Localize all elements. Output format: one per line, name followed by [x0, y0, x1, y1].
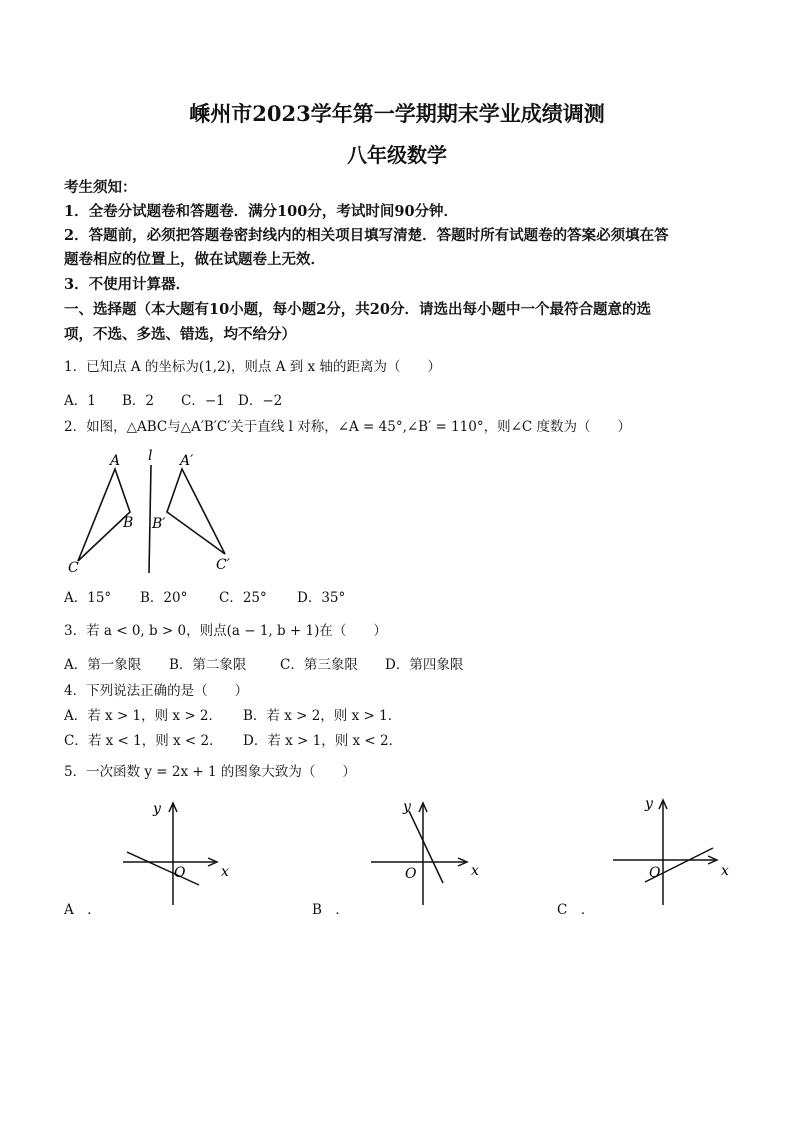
axis-y-label: y — [403, 799, 411, 815]
q3-option-b: B．第二象限 — [169, 657, 247, 673]
q4-stem: 4．下列说法正确的是（ ） — [64, 683, 249, 699]
origin-label: O — [649, 865, 661, 881]
q5-option-b: B ． — [312, 902, 349, 918]
q1-option-b: B．2 — [122, 393, 155, 409]
q4-option-a: A．若 x > 1，则 x > 2． — [64, 708, 223, 724]
q2-symmetry-figure — [60, 445, 250, 580]
q3-option-d: D．第四象限 — [385, 657, 464, 673]
axis-x-label: x — [721, 863, 729, 879]
q5-graph-a — [115, 795, 245, 915]
label-c: C — [68, 560, 79, 576]
section-heading-cont: 项，不选、多选、错选，均不给分） — [64, 326, 296, 343]
q2-stem: 2．如图，△ABC与△A′B′C′关于直线 l 对称，∠A = 45°,∠B′ = 110°，则∠C 度数为（ ） — [64, 419, 632, 435]
label-a-prime: A′ — [180, 453, 194, 469]
q3-option-a: A．第一象限 — [64, 657, 142, 673]
notice-item-2: 2．答题前，必须把答题卷密封线内的相关项目填写清楚．答题时所有试题卷的答案必须填在答 — [64, 227, 669, 244]
q4-option-d: D．若 x > 1，则 x < 2． — [243, 733, 403, 749]
origin-label: O — [174, 865, 186, 881]
axis-y-label: y — [153, 801, 161, 817]
page-subtitle: 八年级数学 — [347, 143, 447, 167]
notice-item-2-cont: 题卷相应的位置上，做在试题卷上无效． — [64, 251, 325, 268]
q1-option-c: C．−1 — [181, 393, 225, 409]
q2-option-c: C．25° — [219, 590, 267, 606]
notice-item-1: 1．全卷分试题卷和答题卷．满分100分，考试时间90分钟． — [64, 203, 459, 220]
origin-label: O — [405, 866, 417, 882]
q2-option-b: B．20° — [140, 590, 188, 606]
notice-item-3: 3．不使用计算器． — [64, 276, 191, 293]
q1-option-d: D．−2 — [238, 393, 283, 409]
q2-option-d: D．35° — [297, 590, 346, 606]
q5-graph-c — [605, 790, 745, 915]
label-c-prime: C′ — [216, 557, 230, 573]
label-l: l — [148, 448, 153, 464]
notice-heading: 考生须知： — [64, 179, 137, 196]
q3-stem: 3．若 a < 0, b > 0，则点(a − 1, b + 1)在（ ） — [64, 623, 387, 639]
axis-y-label: y — [645, 796, 653, 812]
q3-option-c: C．第三象限 — [280, 657, 358, 673]
page-title: 嵊州市2023学年第一学期期末学业成绩调测 — [189, 101, 605, 126]
q2-option-a: A．15° — [64, 590, 112, 606]
q1-option-a: A．1 — [64, 393, 96, 409]
q1-stem: 1．已知点 A 的坐标为(1,2)，则点 A 到 x 轴的距离为（ ） — [64, 359, 441, 375]
q5-option-a: A ． — [64, 902, 101, 918]
q5-graph-b — [365, 795, 495, 915]
line-a — [127, 852, 199, 885]
q5-stem: 5．一次函数 y = 2x + 1 的图象大致为（ ） — [64, 764, 356, 780]
q4-option-b: B．若 x > 2，则 x > 1． — [243, 708, 402, 724]
symmetry-line-l — [149, 465, 151, 573]
axis-x-label: x — [221, 864, 229, 880]
q4-option-c: C．若 x < 1，则 x < 2． — [64, 733, 223, 749]
section-heading: 一、选择题（本大题有10小题，每小题2分，共20分．请选出每小题中一个最符合题意的选 — [64, 301, 651, 318]
triangle-abc-prime — [167, 469, 225, 554]
label-b-prime: B′ — [152, 516, 166, 532]
axis-x-label: x — [471, 863, 479, 879]
label-a: A — [110, 453, 121, 469]
label-b: B — [123, 515, 134, 531]
q5-option-c: C ． — [557, 902, 595, 918]
